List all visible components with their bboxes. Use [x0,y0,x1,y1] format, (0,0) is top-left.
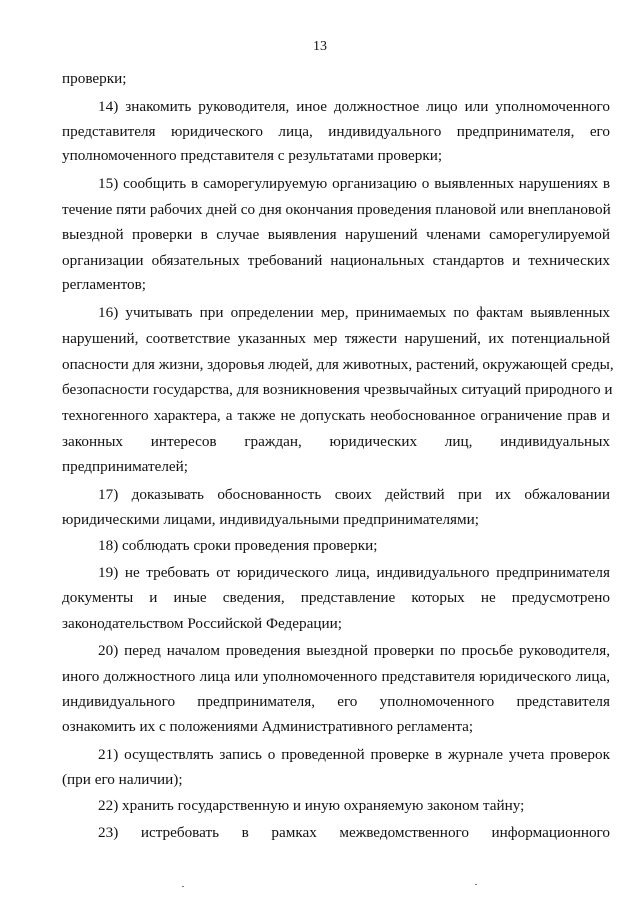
scan-speck [182,886,184,887]
text-line: иного должностного лица или уполномоченного представителя юридического лица, [62,668,610,685]
text-line: 23) истребовать в рамках межведомственного информационного [98,824,610,841]
text-line: 22) хранить государственную и иную охраняемую законом тайну; [98,797,525,814]
text-line: нарушений, соответствие указанных мер тяжести нарушений, их потенциальной [62,330,610,347]
text-line: организации обязательных требований национальных стандартов и технических [62,252,610,269]
text-line: 16) учитывать при определении мер, принимаемых по фактам выявленных [98,304,610,321]
text-line: 19) не требовать от юридического лица, индивидуального предпринимателя [98,564,610,581]
text-line: уполномоченного представителя с результатами проверки; [62,147,443,164]
text-line: проверки; [62,70,127,87]
page-number: 13 [313,39,327,54]
text-line: выездной проверки в случае выявления нарушений членами саморегулируемой [62,226,610,243]
text-line: техногенного характера, а также не допускать необоснованное ограничение прав и [62,407,610,424]
text-line: предпринимателей; [62,458,188,475]
text-line: законодательством Российской Федерации; [62,615,342,632]
text-line: законных интересов граждан, юридических лиц, индивидуальных [62,433,610,450]
text-line: представителя юридического лица, индивидуального предпринимателя, его [62,123,610,140]
text-line: 21) осуществлять запись о проведенной проверке в журнале учета проверок [98,746,610,763]
scan-speck [475,884,477,885]
text-line: (при его наличии); [62,771,183,788]
text-line: 20) перед началом проведения выездной проверки по просьбе руководителя, [98,642,610,659]
text-line: 18) соблюдать сроки проведения проверки; [98,537,378,554]
text-line: индивидуального предпринимателя, его уполномоченного представителя [62,693,610,710]
text-line: течение пяти рабочих дней со дня окончания проведения плановой или внеплановой [62,201,611,218]
text-line: 14) знакомить руководителя, иное должностное лицо или уполномоченного [98,98,610,115]
text-line: 17) доказывать обоснованность своих действий при их обжаловании [98,486,610,503]
text-line: 15) сообщить в саморегулируемую организацию о выявленных нарушениях в [98,175,610,192]
text-line: опасности для жизни, здоровья людей, для животных, растений, окружающей среды, [62,356,614,373]
text-line: юридическими лицами, индивидуальными предпринимателями; [62,511,479,528]
text-line: ознакомить их с положениями Административного регламента; [62,718,474,735]
text-line: безопасности государства, для возникновения чрезвычайных ситуаций природного и [62,381,613,398]
text-line: регламентов; [62,276,147,293]
text-line: документы и иные сведения, представление которых не предусмотрено [62,589,610,606]
